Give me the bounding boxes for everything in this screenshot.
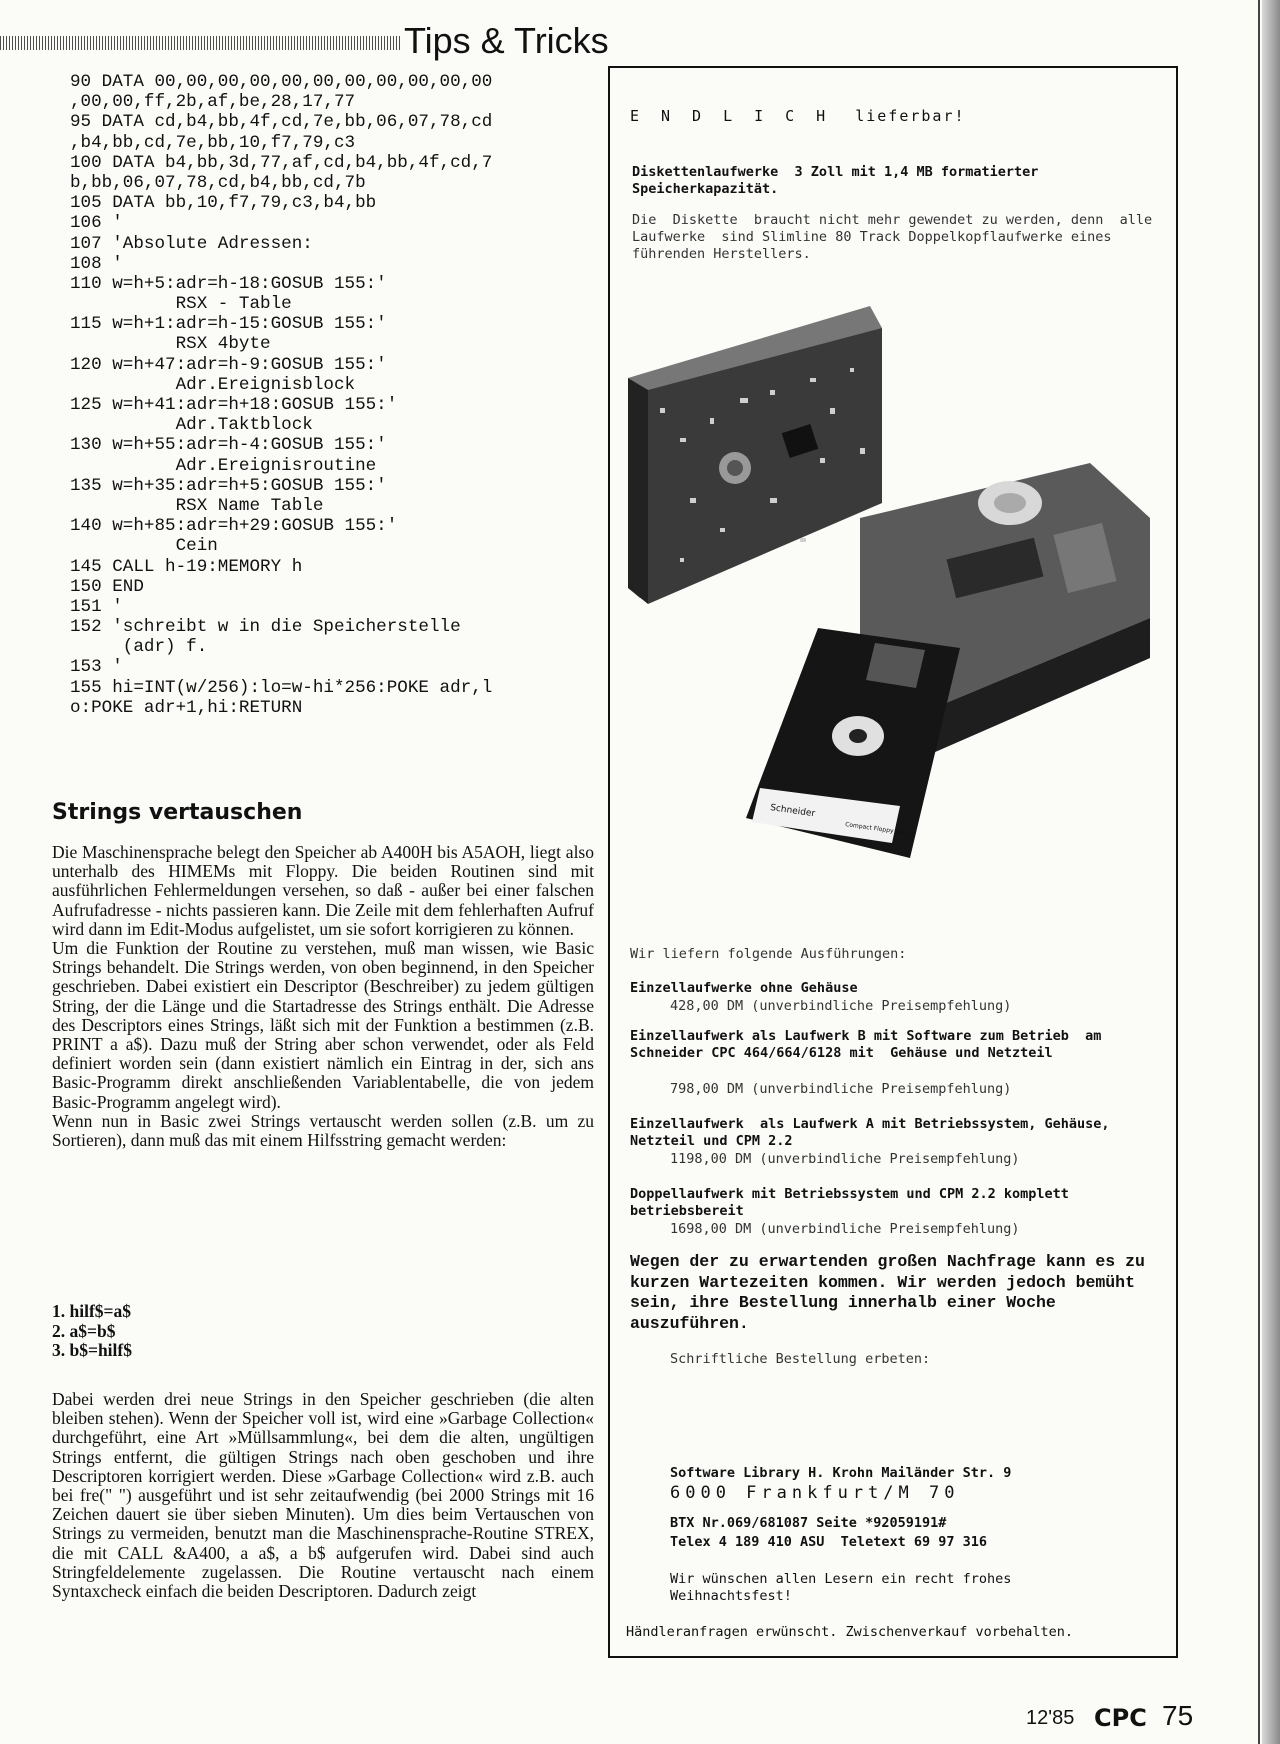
section-header-title: Tips & Tricks: [404, 20, 609, 61]
code-line: (adr) f.: [70, 637, 208, 658]
code-line: ,b4,bb,cd,7e,bb,10,f7,79,c3: [70, 132, 356, 153]
article-body-part1: [52, 843, 594, 1150]
code-line: 151 ': [70, 596, 123, 617]
code-line: Adr.Ereignisroutine: [70, 455, 377, 476]
code-line: 105 DATA bb,10,f7,79,c3,b4,bb: [70, 193, 377, 214]
code-line: 106 ': [70, 213, 123, 234]
list-item: 1. hilf$=a$: [52, 1301, 132, 1321]
floppy-disk-image: [746, 628, 960, 858]
code-line: 110 w=h+5:adr=h-18:GOSUB 155:': [70, 273, 387, 294]
ad-season-greeting: Wir wünschen allen Lesern ein recht frohes Weihnachtsfest!: [670, 1571, 1020, 1604]
ad-item-title: Einzellaufwerk als Laufwerk A mit Betriebssystem, Gehäuse, Netzteil und CPM 2.2: [630, 1116, 1118, 1149]
ad-item-title: Einzellaufwerke ohne Gehäuse: [630, 980, 858, 996]
ad-headline-suffix: lieferbar!: [855, 107, 966, 125]
code-line: Cein: [70, 536, 218, 557]
code-line: 95 DATA cd,b4,bb,4f,cd,7e,bb,06,07,78,cd: [70, 112, 493, 133]
ad-headline-letters: ENDLICH: [630, 107, 848, 125]
swap-steps-list: [52, 1302, 132, 1361]
floppy-drives-photo: [620, 298, 1160, 938]
list-item: 2. a$=b$: [52, 1320, 116, 1341]
ad-item-price: 798,00 DM (unverbindliche Preisempfehlung): [670, 1081, 1012, 1097]
ad-notice: Wegen der zu erwartenden großen Nachfrage kann es zu kurzen Wartezeiten kommen. Wir werden jedoch bemüht sein, ihre Bestellung innerhalb einer Woche auszuführen.: [630, 1252, 1155, 1333]
ad-headline: [630, 108, 966, 125]
page-binding-edge: [1262, 0, 1280, 1744]
article-paragraph: Die Maschinensprache belegt den Speicher ab A400H bis A5AOH, liegt also unterhalb des HIMEMs mit Floppy. Die beiden Routinen sind mit ausführlichen Fehlermeldungen versehen, so daß - außer bei einer falschen Aufrufadresse - nichts passieren kann. Die Zeile mit dem fehlerhaften Aufruf wird dann im Edit-Modus aufgelistet, um sie sofort korrigieren zu können.: [52, 842, 594, 939]
ad-subhead: Diskettenlaufwerke 3 Zoll mit 1,4 MB formatierter Speicherkapazität.: [632, 164, 1047, 197]
code-line: ,00,00,ff,2b,af,be,28,17,77: [70, 92, 356, 113]
header-rule: [0, 36, 400, 50]
article-paragraph: Um die Funktion der Routine zu verstehen, muß man wissen, wie Basic Strings behandelt. Die Strings werden, von oben beginnend, in den Speicher geschrieben. Dabei existiert ein Descriptor (Beschreiber) zu jedem gültigen String, der die Länge und die Startadresse des Strings enthält. Die Adresse des Descriptors eines Strings, läßt sich mit der Funktion a bestimmen (z.B. PRINT a a$). Dazu muß der String aber schon verwendet, oder als Feld definiert worden sein (dann existiert nämlich ein Eintrag in der, sich ans Basic-Programm direkt anschließenden Variablentabelle, die von jedem Basic-Programm angelegt wird).: [52, 938, 594, 1112]
code-line: 130 w=h+55:adr=h-4:GOSUB 155:': [70, 435, 387, 456]
drive-board-image: [628, 306, 882, 604]
ad-options-intro: Wir liefern folgende Ausführungen:: [630, 946, 907, 962]
code-line: 120 w=h+47:adr=h-9:GOSUB 155:': [70, 354, 387, 375]
ad-item-price: 1698,00 DM (unverbindliche Preisempfehlung): [670, 1221, 1020, 1237]
ad-telex: Telex 4 189 410 ASU Teletext 69 97 316: [670, 1534, 987, 1550]
code-line: 155 hi=INT(w/256):lo=w-hi*256:POKE adr,l: [70, 677, 493, 698]
footer-page-number: 75: [1162, 1700, 1194, 1731]
footer-issue: 12'85: [1026, 1707, 1075, 1729]
code-line: 108 ': [70, 253, 123, 274]
disk-label-brand: Schneider: [769, 803, 816, 820]
code-line: 152 'schreibt w in die Speicherstelle: [70, 617, 461, 638]
code-line: RSX Name Table: [70, 495, 324, 516]
code-line: 145 CALL h-19:MEMORY h: [70, 556, 303, 577]
floppy-drive-advertisement: [608, 66, 1178, 1658]
code-line: RSX 4byte: [70, 334, 271, 355]
code-line: Adr.Ereignisblock: [70, 374, 356, 395]
ad-item-price: 428,00 DM (unverbindliche Preisempfehlung): [670, 998, 1012, 1014]
code-line: RSX - Table: [70, 294, 292, 315]
code-line: 100 DATA b4,bb,3d,77,af,cd,b4,bb,4f,cd,7: [70, 152, 493, 173]
ad-address-line1: Software Library H. Krohn Mailänder Str. 9: [670, 1465, 1012, 1481]
ad-address-line2: 6000 Frankfurt/M 70: [670, 1483, 960, 1503]
ad-description: Die Diskette braucht nicht mehr gewendet zu werden, denn alle Laufwerke sind Slimline 80 Track Doppelkopflaufwerke eines führenden Herstellers.: [632, 212, 1169, 262]
code-line: o:POKE adr+1,hi:RETURN: [70, 697, 303, 718]
code-line: 115 w=h+1:adr=h-15:GOSUB 155:': [70, 314, 387, 335]
footer-magazine-logo: CPC: [1094, 1704, 1147, 1732]
code-line: 150 END: [70, 576, 144, 597]
article-paragraph: Wenn nun in Basic zwei Strings vertauscht werden sollen (z.B. um zu Sortieren), dann muß das mit einem Hilfsstring gemacht werden:: [52, 1110, 594, 1151]
article-paragraph: Dabei werden drei neue Strings in den Speicher geschrieben (die alten bleiben stehen). Wenn der Speicher voll ist, wird eine »Garbage Collection« durchgeführt, eine Art »Müllsammlung«, bei dem die alten, ungültigen Strings entfernt, die gültigen Strings nach oben geschoben und ihre Descriptoren korrigiert werden. Diese »Garbage Collection« wird z.B. auch bei fre(" ") ausgeführt und ist sehr zeitaufwendig (bei 2000 Strings mit 16 Zeichen dauert sie über sieben Minuten). Um dies beim Vertauschen von Strings zu vermeiden, benutzt man die Maschinensprache-Routine STREX, die mit CALL &A400, a a$, a b$ aufgerufen wird. Dabei sind auch Stringfeldelemente zugelassen. Die Routine vertauscht nach einem Syntaxcheck einfach die beiden Descriptoren. Dadurch zeigt: [52, 1389, 594, 1602]
list-item: 3. b$=hilf$: [52, 1340, 132, 1360]
ad-item-title: Einzellaufwerk als Laufwerk B mit Software zum Betrieb am Schneider CPC 464/664/6128 mit Gehäuse und Netzteil: [630, 1028, 1118, 1061]
ad-item-title: Doppellaufwerk mit Betriebssystem und CPM 2.2 komplett betriebsbereit: [630, 1186, 1078, 1219]
page-binding-line: [1258, 0, 1260, 1744]
ad-item-price: 1198,00 DM (unverbindliche Preisempfehlung): [670, 1151, 1020, 1167]
code-line: 153 ': [70, 657, 123, 678]
article-body-part2: [52, 1390, 594, 1601]
ad-btx: BTX Nr.069/681087 Seite *92059191#: [670, 1515, 947, 1531]
ad-order-note: Schriftliche Bestellung erbeten:: [670, 1351, 931, 1367]
ad-dealer-note: Händleranfragen erwünscht. Zwischenverkauf vorbehalten.: [626, 1624, 1074, 1640]
article-title: Strings vertauschen: [52, 800, 303, 825]
code-line: Adr.Taktblock: [70, 415, 313, 436]
code-line: 107 'Absolute Adressen:: [70, 233, 313, 254]
basic-code-listing: [70, 72, 590, 718]
code-line: 90 DATA 00,00,00,00,00,00,00,00,00,00,00: [70, 72, 493, 92]
code-line: 135 w=h+35:adr=h+5:GOSUB 155:': [70, 475, 387, 496]
code-line: b,bb,06,07,78,cd,b4,bb,cd,7b: [70, 172, 366, 193]
code-line: 140 w=h+85:adr=h+29:GOSUB 155:': [70, 516, 398, 537]
disk-label-small: Compact Floppy Disk: [844, 821, 909, 837]
code-line: 125 w=h+41:adr=h+18:GOSUB 155:': [70, 395, 398, 415]
